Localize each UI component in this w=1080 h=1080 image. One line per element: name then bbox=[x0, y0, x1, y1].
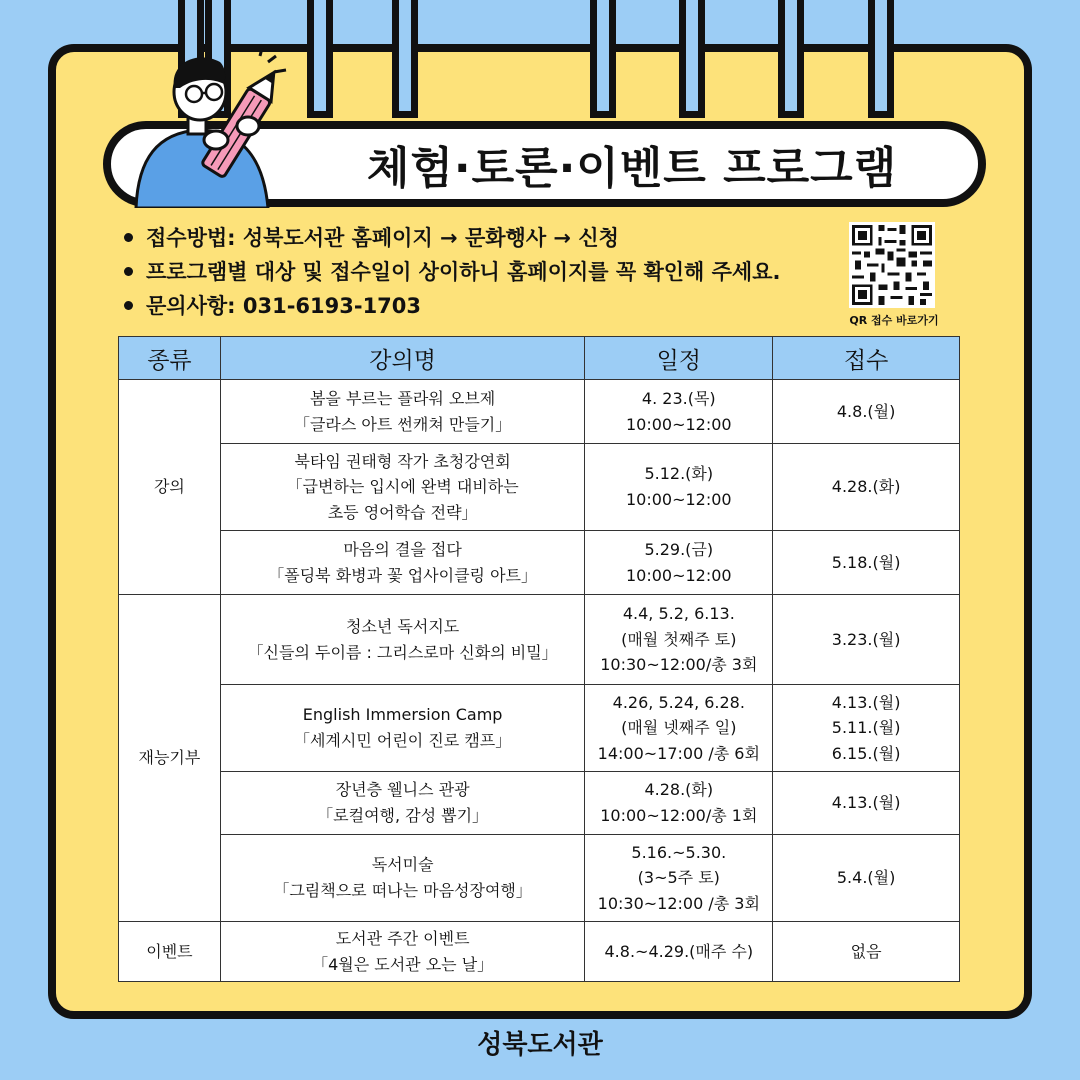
info-list bbox=[120, 220, 840, 322]
bullet-icon bbox=[124, 301, 133, 310]
frame-bar bbox=[590, 0, 616, 118]
reception-cell: 5.18.(월) bbox=[773, 531, 960, 595]
table-row bbox=[119, 444, 960, 531]
title-cell: 장년층 웰니스 관광 「로컬여행, 감성 뽑기」 bbox=[220, 772, 585, 835]
reception-cell: 없음 bbox=[773, 922, 960, 982]
bullet-icon bbox=[124, 267, 133, 276]
header-reception: 접수 bbox=[773, 337, 960, 380]
title-cell: 북타임 권태형 작가 초청강연회 「급변하는 입시에 완벽 대비하는 초등 영어학습 전략」 bbox=[220, 444, 585, 531]
category-cell: 강의 bbox=[119, 380, 221, 595]
bullet-icon bbox=[124, 233, 133, 242]
category-cell: 이벤트 bbox=[119, 922, 221, 982]
header-title: 강의명 bbox=[220, 337, 585, 380]
frame-bar bbox=[868, 0, 894, 118]
info-text: 프로그램별 대상 및 접수일이 상이하니 홈페이지를 꼭 확인해 주세요. bbox=[146, 260, 781, 284]
table-row bbox=[119, 835, 960, 922]
table-row bbox=[119, 922, 960, 982]
page-title: 체험·토론·이벤트 프로그램 bbox=[366, 143, 898, 194]
reception-cell: 4.13.(월) 5.11.(월) 6.15.(월) bbox=[773, 685, 960, 772]
table-row bbox=[119, 380, 960, 444]
title-cell: 청소년 독서지도 「신들의 두이름 : 그리스로마 신화의 비밀」 bbox=[220, 595, 585, 685]
person-with-pencil-icon bbox=[128, 48, 298, 208]
title-cell: 마음의 결을 접다 「폴딩북 화병과 꽃 업사이클링 아트」 bbox=[220, 531, 585, 595]
category-cell: 재능기부 bbox=[119, 595, 221, 922]
info-item bbox=[120, 220, 840, 254]
library-name: 성북도서관 bbox=[477, 1030, 603, 1060]
schedule-cell: 5.12.(화) 10:00~12:00 bbox=[585, 444, 773, 531]
table-row bbox=[119, 595, 960, 685]
table-header-row bbox=[119, 337, 960, 380]
schedule-cell: 5.16.~5.30. (3~5주 토) 10:30~12:00 /총 3회 bbox=[585, 835, 773, 922]
title-cell: 봄을 부르는 플라워 오브제 「글라스 아트 썬캐쳐 만들기」 bbox=[220, 380, 585, 444]
schedule-cell: 4. 23.(목) 10:00~12:00 bbox=[585, 380, 773, 444]
reception-cell: 4.28.(화) bbox=[773, 444, 960, 531]
reception-cell: 4.13.(월) bbox=[773, 772, 960, 835]
info-text: 접수방법: 성북도서관 홈페이지 → 문화행사 → 신청 bbox=[146, 226, 619, 250]
schedule-table bbox=[118, 336, 960, 982]
info-item bbox=[120, 254, 840, 288]
frame-bar bbox=[307, 0, 333, 118]
schedule-cell: 4.26, 5.24, 6.28. (매월 넷째주 일) 14:00~17:00 /총 6회 bbox=[585, 685, 773, 772]
frame-bar bbox=[392, 0, 418, 118]
reception-cell: 3.23.(월) bbox=[773, 595, 960, 685]
frame-bar bbox=[679, 0, 705, 118]
table-row bbox=[119, 772, 960, 835]
info-item bbox=[120, 288, 840, 322]
table-row bbox=[119, 685, 960, 772]
reception-cell: 4.8.(월) bbox=[773, 380, 960, 444]
table-row bbox=[119, 531, 960, 595]
schedule-cell: 4.8.~4.29.(매주 수) bbox=[585, 922, 773, 982]
header-type: 종류 bbox=[119, 337, 221, 380]
info-text: 문의사항: 031-6193-1703 bbox=[146, 294, 422, 318]
qr-label: QR 접수 바로가기 bbox=[849, 314, 939, 327]
reception-cell: 5.4.(월) bbox=[773, 835, 960, 922]
header-schedule: 일정 bbox=[585, 337, 773, 380]
schedule-cell: 4.4, 5.2, 6.13. (매월 첫째주 토) 10:30~12:00/총 3회 bbox=[585, 595, 773, 685]
schedule-cell: 5.29.(금) 10:00~12:00 bbox=[585, 531, 773, 595]
schedule-cell: 4.28.(화) 10:00~12:00/총 1회 bbox=[585, 772, 773, 835]
qr-code-icon[interactable] bbox=[849, 222, 935, 308]
frame-bar bbox=[778, 0, 804, 118]
title-cell: English Immersion Camp 「세계시민 어린이 진로 캠프」 bbox=[220, 685, 585, 772]
title-cell: 도서관 주간 이벤트 「4월은 도서관 오는 날」 bbox=[220, 922, 585, 982]
title-cell: 독서미술 「그림책으로 떠나는 마음성장여행」 bbox=[220, 835, 585, 922]
